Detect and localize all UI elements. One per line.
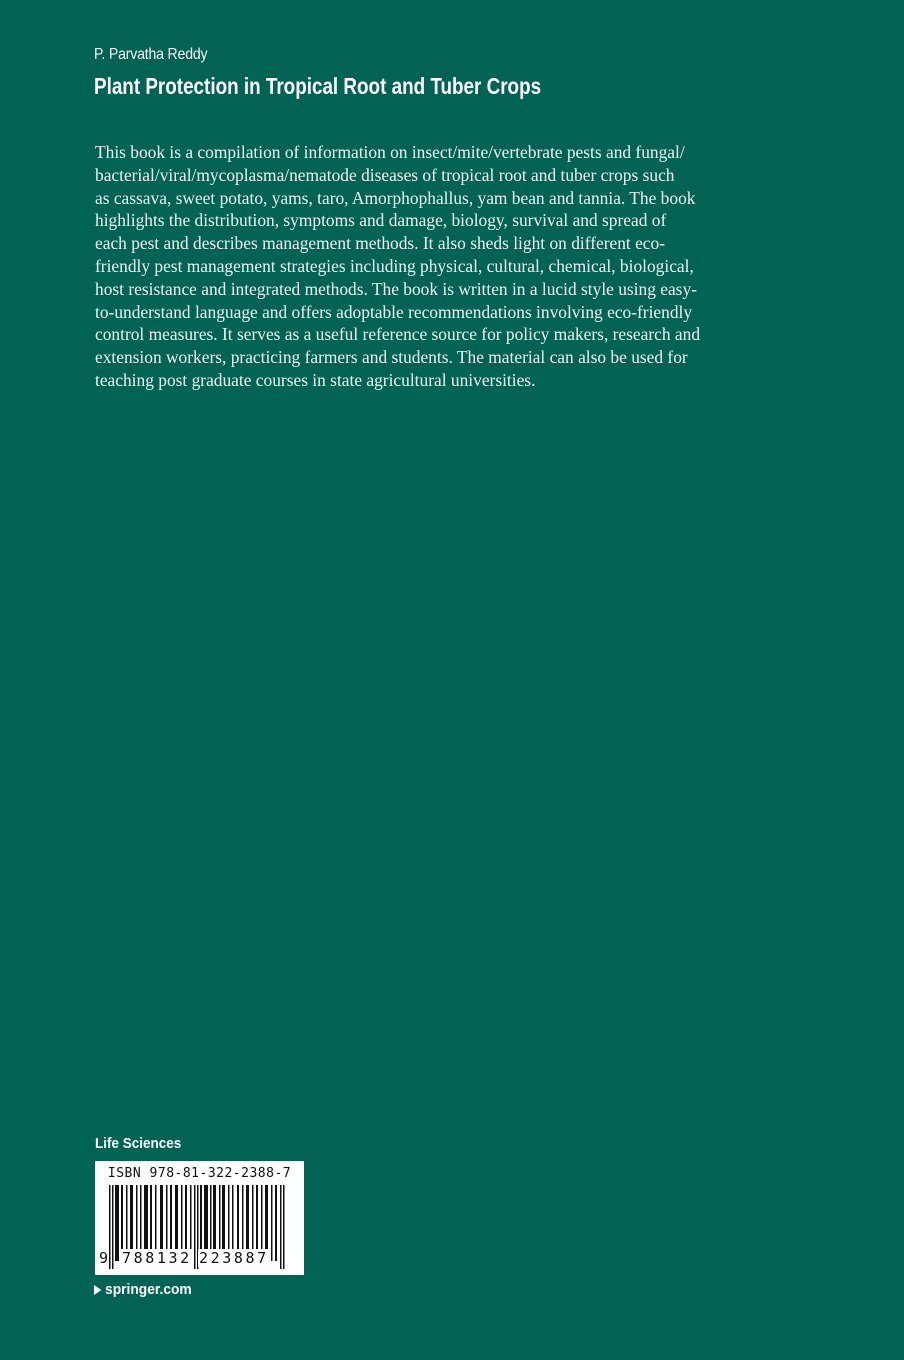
blurb-line: each pest and describes management methods. It also sheds light on different eco-	[95, 233, 666, 254]
blurb-line: bacterial/viral/mycoplasma/nematode diseases of tropical root and tuber crops such	[95, 164, 675, 185]
blurb-line: This book is a compilation of information on insect/mite/vertebrate pests and fungal/	[95, 142, 685, 162]
blurb-line: extension workers, practicing farmers and students. The material can also be used for	[95, 347, 688, 368]
blurb	[95, 141, 735, 392]
blurb-line: as cassava, sweet potato, yams, taro, Amorphophallus, yam bean and tannia. The book	[95, 187, 696, 208]
author-name: P. Parvatha Reddy	[94, 46, 208, 63]
barcode-digit-first: 9	[99, 1249, 109, 1267]
barcode-digit-group-1: 788132	[122, 1249, 192, 1267]
blurb-line: teaching post graduate courses in state agricultural universities.	[95, 369, 536, 390]
isbn-text: ISBN 978-81-322-2388-7	[107, 1166, 292, 1181]
barcode-digit-group-2: 223887	[199, 1249, 269, 1267]
publisher-link-text[interactable]: springer.com	[105, 1281, 192, 1298]
blurb-line: to-understand language and offers adoptable recommendations involving eco-friendly	[95, 301, 693, 322]
triangle-right-icon	[94, 1285, 101, 1295]
blurb-line: host resistance and integrated methods. The book is written in a lucid style using easy-	[95, 278, 697, 299]
blurb-line: friendly pest management strategies including physical, cultural, chemical, biological,	[95, 255, 694, 276]
book-title: Plant Protection in Tropical Root and Tuber Crops	[94, 73, 542, 99]
isbn-barcode	[95, 1161, 304, 1275]
publisher-link[interactable]	[94, 1281, 192, 1298]
blurb-line: control measures. It serves as a useful reference source for policy makers, research and	[95, 324, 701, 345]
series-label: Life Sciences	[95, 1135, 182, 1152]
blurb-line: highlights the distribution, symptoms and damage, biology, survival and spread of	[95, 210, 667, 231]
